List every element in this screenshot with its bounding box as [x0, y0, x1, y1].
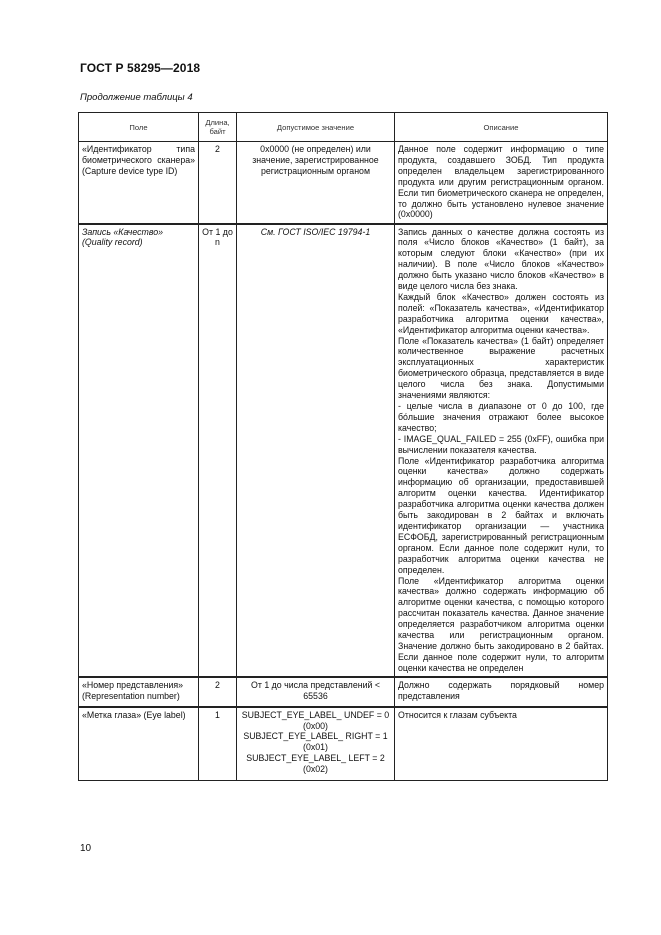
description-paragraph: Поле «Показатель качества» (1 байт) определяет количественное выражение расчетных эксплуатационных характеристик биометрического образца, представляется в виде целого числа без знака. Допустимыми значениями являются: [398, 335, 604, 401]
field-cell: «Идентификатор типа биометрического сканера» (Capture device type ID) [79, 142, 199, 224]
page-number: 10 [80, 843, 92, 854]
table-row [79, 224, 608, 677]
description-cell [395, 224, 608, 677]
description-cell: Относится к глазам субъекта [395, 707, 608, 781]
length-cell: 2 [199, 677, 237, 707]
description-paragraph: Запись данных о качестве должна состоять из поля «Число блоков «Качество» (1 байт), за которым следуют блоки «Качество» (при их наличии). В поле «Число блоков «Качество» должно быть указано число блоков «Качество» в виде целого числа без знака. [398, 226, 604, 292]
table-row [79, 142, 608, 224]
description-paragraph: Поле «Идентификатор разработчика алгоритма оценки качества» должно содержать информацию об организации, предоставившей алгоритм оценки качества. Идентификатор разработчика алгоритма оценки качества должен быть закодирован в 2 байтах и включать идентификатор организации — участника ЕСФОБД, зарегистрированный регистрационным органом. Если данное поле содержит нули, то разработчик алгоритма оценки качества не определен. [398, 455, 604, 575]
field-cell: Запись «Качество» (Quality record) [79, 224, 199, 677]
value-cell: От 1 до числа представлений < 65536 [237, 677, 395, 707]
column-header-length: Длина, байт [199, 113, 237, 142]
description-paragraph: - целые числа в диапазоне от 0 до 100, где бо́льшие значения отражают более высокое качество; [398, 401, 604, 433]
description-paragraph: Каждый блок «Качество» должен состоять из полей: «Показатель качества», «Идентификатор разработчика алгоритма оценки качества», «Идентификатор алгоритма оценки качества». [398, 291, 604, 335]
table-row [79, 677, 608, 707]
table-header-row [79, 113, 608, 142]
value-cell: См. ГОСТ ISO/IEC 19794-1 [237, 224, 395, 677]
length-cell: 1 [199, 707, 237, 781]
field-cell: «Номер представления» (Representation number) [79, 677, 199, 707]
value-line: SUBJECT_EYE_LABEL_ UNDEF = 0 (0x00) [241, 709, 390, 731]
description-cell: Должно содержать порядковый номер представления [395, 677, 608, 707]
description-paragraph: - IMAGE_QUAL_FAILED = 255 (0xFF), ошибка при вычислении показателя качества. [398, 433, 604, 455]
field-cell: «Метка глаза» (Eye label) [79, 707, 199, 781]
column-header-value: Допустимое значение [237, 113, 395, 142]
value-cell [237, 707, 395, 781]
length-cell: 2 [199, 142, 237, 224]
column-header-field: Поле [79, 113, 199, 142]
value-cell: 0x0000 (не определен) или значение, зарегистрированное регистрационным органом [237, 142, 395, 224]
document-header: ГОСТ Р 58295—2018 [80, 61, 201, 75]
table-row [79, 707, 608, 781]
description-paragraph: Поле «Идентификатор алгоритма оценки качества» должно содержать информацию об алгоритме оценки качества, с помощью которого рассчитан показатель качества. Данное значение определяется разработчиком алгоритма оценки качества или регистрационным органом. Значение должно быть закодировано в 2 байтах. Если данное поле содержит нули, то алгоритм оценки качества не определен [398, 575, 604, 673]
value-line: SUBJECT_EYE_LABEL_ RIGHT = 1 (0x01) [243, 731, 388, 753]
length-cell: От 1 до n [199, 224, 237, 677]
requirements-table [78, 112, 608, 781]
description-cell: Данное поле содержит информацию о типе продукта, создавшего ЗОБД. Тип продукта определен владельцем зарегистрированного продукта или другим регистрационным органом. Если тип биометрического сканера не определен, то должно быть установлено нулевое значение (0x0000) [395, 142, 608, 224]
table-continuation-caption: Продолжение таблицы 4 [80, 92, 193, 103]
column-header-description: Описание [395, 113, 608, 142]
value-line: SUBJECT_EYE_LABEL_ LEFT = 2 (0x02) [246, 753, 385, 775]
